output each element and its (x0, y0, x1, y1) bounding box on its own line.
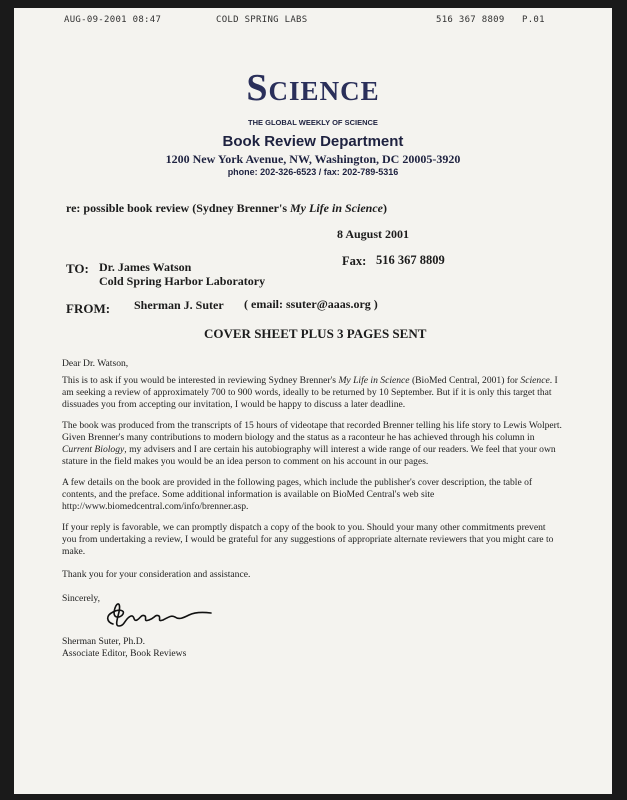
fax-page-number: P.01 (522, 15, 545, 25)
closing: Sincerely, (62, 593, 101, 604)
department-address: 1200 New York Avenue, NW, Washington, DC 20005-3920 (165, 152, 461, 166)
recipient-fax: 516 367 8809 (376, 253, 445, 267)
paragraph-1: This is to ask if you would be interested in reviewing Sydney Brenner's My Life in Science (BioMed Central, 2001) for Science. I am seeking a review of approximately 700 to 900 words, ideally to be returned by 10 September. But if it is only this target that dissuades you from accepting our invitation, I would be happy to discuss a later deadline. (62, 375, 558, 410)
signer-title: Associate Editor, Book Reviews (62, 648, 187, 659)
tagline: THE GLOBAL WEEKLY OF SCIENCE (248, 118, 378, 127)
to-label: TO: (66, 261, 89, 276)
paragraph-4: If your reply is favorable, we can promptly dispatch a copy of the book to you. Should your many other commitments prevent you from undertaking a review, I would be grateful for any suggestions of appropriate alternate reviewers that you might care to make. (62, 522, 554, 557)
fax-label: Fax: (342, 254, 367, 268)
recipient-name: Dr. James Watson (99, 260, 192, 274)
from-label: FROM: (66, 301, 111, 316)
recipient-org: Cold Spring Harbor Laboratory (99, 274, 266, 288)
department-heading: Book Review Department (222, 133, 404, 150)
paragraph-3: A few details on the book are provided in the following pages, which include the publisher's cover description, the table of contents, and the preface. Some additional information is available on BioMed Central's web site http://www.biomedcentral.com/info/brenner.asp. (62, 477, 533, 512)
fax-number: 516 367 8809 (436, 15, 505, 25)
salutation: Dear Dr. Watson, (62, 358, 129, 369)
letter-date: 8 August 2001 (337, 227, 410, 241)
handwritten-signature (99, 598, 219, 634)
paragraph-2: The book was produced from the transcripts of 15 hours of videotape that recorded Brenner telling his life story to Lewis Wolpert. Given Brenner's many contributions to modern biology and the status as a raconteur he has achieved through his column in Current Biology, my advisers and I are certain his autobiography will interest a wide range of our readers. We feel that your own stature in the field makes you would be an idea person to comment on his account in our pages. (62, 420, 562, 467)
cover-sheet-note: COVER SHEET PLUS 3 PAGES SENT (204, 326, 427, 341)
signer-name: Sherman Suter, Ph.D. (62, 636, 146, 647)
fax-page (14, 8, 612, 794)
sender-name: Sherman J. Suter (134, 298, 224, 312)
sender-email: ( email: ssuter@aaas.org ) (244, 297, 378, 311)
subject-line: re: possible book review (Sydney Brenner's My Life in Science) (66, 201, 387, 215)
fax-datetime: AUG-09-2001 08:47 (64, 15, 162, 25)
fax-sender: COLD SPRING LABS (216, 15, 308, 25)
department-phone-fax: phone: 202-326-6523 / fax: 202-789-5316 (227, 167, 399, 177)
paragraph-5: Thank you for your consideration and assistance. (62, 569, 251, 580)
science-logo: Science (246, 67, 380, 109)
